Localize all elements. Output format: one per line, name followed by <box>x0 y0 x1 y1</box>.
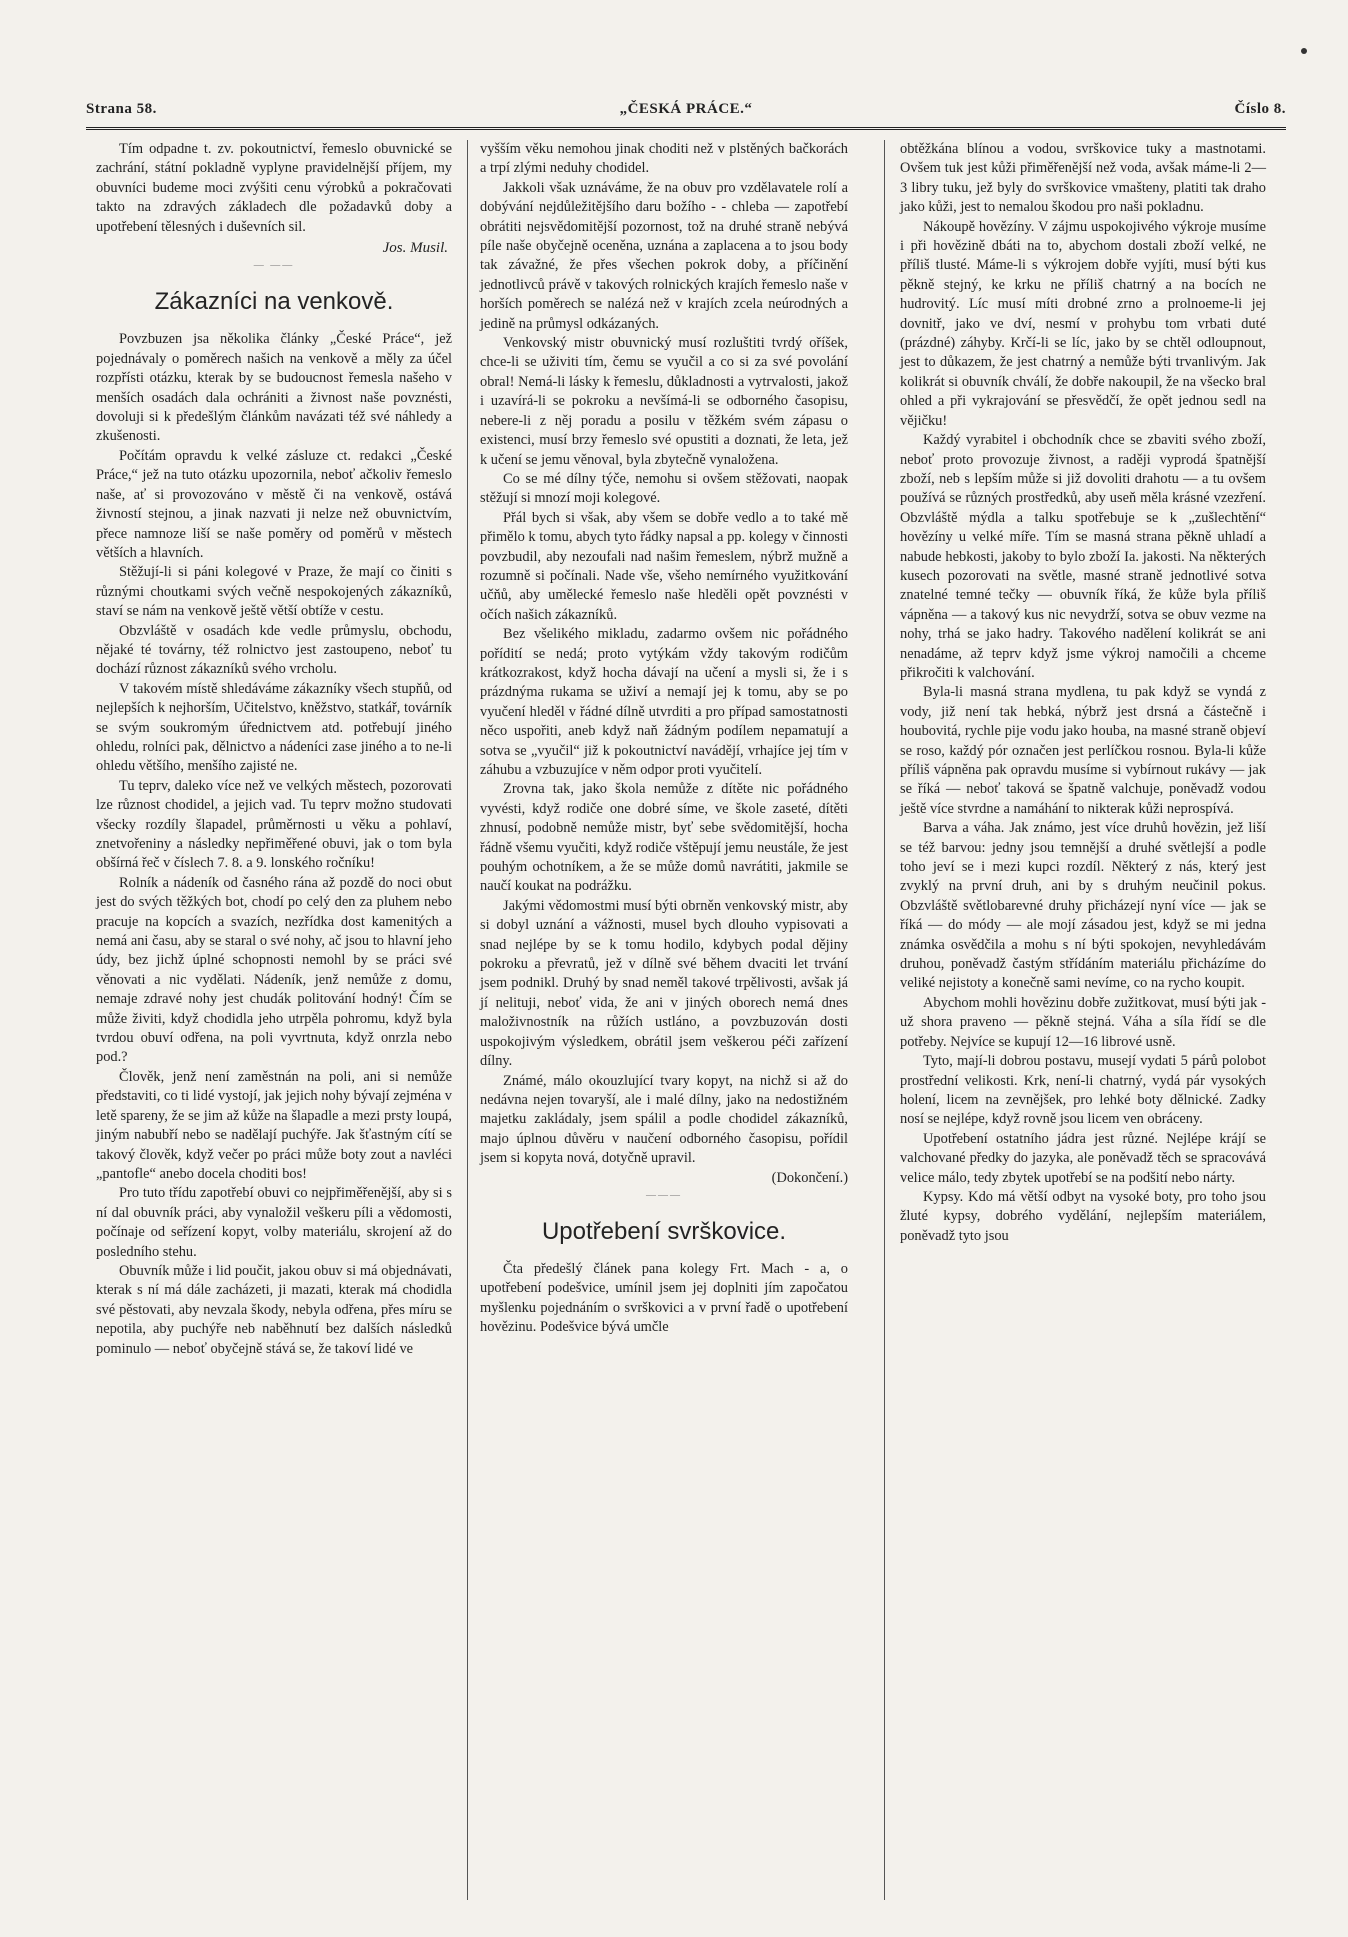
paragraph: V takovém místě shledáváme zákazníky všech stupňů, od nejlepších k nejhorším, Učitelstvo, kněžstvo, statkář, továrník se svým soukromým úřednictvem atd. potřebují jiného ohledu, rolníci pak, dělnictvo a nádeníci zase jiného a to ne-li ohledu většího, menšího zajisté ne. <box>96 680 452 775</box>
header-rule <box>86 127 1286 130</box>
section-separator: ——— <box>646 1189 682 1201</box>
continued-note: (Dokončení.) <box>771 1169 848 1186</box>
paragraph: Obzvláště v osadách kde vedle průmyslu, obchodu, nějaké té továrny, též rolnictvo jest zastoupeno, neboť tu dochází různost zákazníků svého vrcholu. <box>96 622 452 678</box>
page-number: Strana 58. <box>86 101 157 117</box>
paragraph: Nákoupě hovězíny. V zájmu uspokojivého výkroje musíme i při hovězině dbáti na to, abychom dostali zboží velké, ne příliš tlusté. Máme-li s výkrojem dobře vyjíti, musí býti kus pěkně stejný, ke krku ne příliš chatrný a na bocích ne hudrovitý. Líc musí míti drobné zrno a prolnoeme-li jej dovnitř, jako ve dví, nesmí v prohybu tom vrbati duté (prázdné) záhyby. Krčí-li se líc, jako by se chtěl odloupnout, jest to důkazem, že jest chatrný a nemůže býti trvanlivým. Jak kolikrát si obuvník chválí, že dobře nakoupil, že na všecko bral ohled a při vykrajování se přesvědčí, že opět jednou sedl na vějičku! <box>900 218 1266 429</box>
paragraph: vyšším věku nemohou jinak choditi než v plstěných bačkorách a trpí zlými neduhy chodidel. <box>480 141 848 177</box>
column-divider <box>467 140 468 1900</box>
paragraph: Barva a váha. Jak známo, jest více druhů hovězin, jež liší se též barvou: jedny jsou temnější a druhé světlejší a podle toho jeví se i mezi kupci rozdíl. Některý z nás, který jest zvyklý na první druh, ani by s druhým neučinil pokus. Obzvláště světlobarevné druhy přicházejí nyní více — jak se říká — do módy — ale mojí zásadou jest, když se mi jedna známka osvědčila a mohu s ní býti spokojen, nevyhledávám druhou, poněvadž častým střídáním materiálu přicházíme do veliké nejistoty a konečně sami nevíme, co na rycho koupit. <box>900 820 1266 992</box>
paragraph: Stěžují-li si páni kolegové v Praze, že mají co činiti s různými choutkami svých večně nespokojených zákazníků, staví se nám na venkově ještě větší obtíže v cestu. <box>96 564 452 620</box>
column-1 <box>96 140 452 1359</box>
paragraph: Čta předešlý článek pana kolegy Frt. Mach - a, o upotřebení podešvice, umínil jsem jej doplniti jím započatou myšlenku pojednáním o svrškovici a v první řadě o upotřebení hovězinu. Podešvice bývá umčle <box>480 1260 848 1336</box>
column-3 <box>900 140 1266 1246</box>
paragraph: Tyto, mají-li dobrou postavu, musejí vydati 5 párů polobot prostřední velikosti. Krk, není-li chatrný, vydá pár vysokých holení, licem na zevnějšek, pro lehké boty dělnické. Zadky nosí se nejlépe, když rovně jsou licem ven obráceny. <box>900 1053 1266 1128</box>
paragraph: Člověk, jenž není zaměstnán na poli, ani si nemůže představiti, co ti lidé vystojí, jak jejich nohy bývají zejména v letě spareny, že se jim až kůže na šlapadle a mezi prsty loupá, jiným nabubří nebo se nadělají puchýře. Jak šťastným cítí se takový člověk, když večer po práci může boty zout a navléci „pantofle“ anebo docela choditi bos! <box>96 1068 452 1182</box>
paragraph: Známé, málo okouzlující tvary kopyt, na nichž si až do nedávna nejen tovaryší, ale i malé dílny, jako na nedostižném majetku zakládaly, jsem spálil a podle chodidel zákazníků, majo úplnou důvěru v naučení odborného časopisu, pořídil jsem si kopyta nová, dotyčně upravil. <box>480 1072 848 1167</box>
column-divider <box>884 140 885 1900</box>
issue-number: Číslo 8. <box>1234 101 1286 117</box>
paragraph: Přál bych si však, aby všem se dobře vedlo a to také mě přimělo k tomu, abych tyto řádky napsal a pp. kolegy v činnosti povzbudil, aby nezoufali nad našim řemeslem, nýbrž mužně a rozumně si počínali. Nade vše, všeho nemírného využitkování učňů, aby umělecké řemeslo naše hleděli opět povznésti v očích našich zákazníků. <box>480 509 848 623</box>
paragraph: Tu teprv, daleko více než ve velkých městech, pozorovati lze různost chodidel, a jejich vad. Tu teprv možno studovati všecky rozdíly šlapadel, průměrnosti u věku a pohlaví, znetvořeniny a následky nepřiměřené obuvi, jak o tom byla obšírná řeč v číslech 7. 8. a 9. lonského ročníku! <box>96 777 452 872</box>
publication-title: „ČESKÁ PRÁCE.“ <box>619 101 753 117</box>
paragraph: Povzbuzen jsa několika články „České Práce“, jež pojednávaly o poměrech našich na venkově a měly za účel rozpřísti otázku, kterak by se budoucnost řemesla našeho v menších osadách dala ochrániti a živnost naše povznésti, dovoluji si k předešlým článkům navázati též své náhledy a zkušenosti. <box>96 331 452 445</box>
paragraph: Venkovský mistr obuvnický musí rozluštiti tvrdý oříšek, chce-li se uživiti tím, čemu se vyučil a co si za své povolání obral! Nemá-li lásky k řemeslu, důkladnosti a vytrvalosti, jakož i uzavírá-li se pokroku a nevšímá-li se odborného časopisu, nebere-li z něj poradu a posilu v těžkém svém zápasu o existenci, musí brzy řemeslo své opustiti a doznati, že leta, jež k učení se jemu věnoval, byla zbytečně vynaložena. <box>480 335 848 468</box>
page-header <box>86 101 1286 123</box>
paragraph: Bez všelikého mikladu, zadarmo ovšem nic pořádného pořídití se nedá; proto vytýkám vždy takovým rodičům krátkozrakost, když hocha dávají na učení a mysli si, že i s prázdnýma rukama se uživí a nemají jej k tomu, aby se po vyučení hleděl v řádné dílně utvrditi a pro případ samostatnosti něco uspořiti, aneb když naň žádným podílem nepamatují a sotva se „vyučil“ již k pokoutnictví navádějí, vrhajíce jej tím v záhubu a vzbuzujíce v něm odpor proti vyučitelí. <box>480 626 848 778</box>
paragraph: obtěžkána blínou a vodou, svrškovice tuky a mastnotami. Ovšem tuk jest kůži přiměřenější než voda, avšak máme-li 2—3 libry tuku, jež byly do svrškovice vmašteny, platiti tak draho jako kůži, jest to nemalou škodou pro naši pokladnu. <box>900 141 1266 216</box>
section-separator: — —— <box>253 260 295 272</box>
paragraph: Rolník a nádeník od časného rána až pozdě do noci obut jest do svých těžkých bot, chodí po celý den za pluhem nebo pracuje na kopcích a svazích, nezřídka dost kamenitých a nemá ani času, aby se staral o své nohy, ač jsou to hlavní jeho údy, bez jichž úplné schopnosti nemohl by se práci své věnovati a nic vydělati. Nádeník, jenž nemůže z domu, nemaje zdravé nohy jest chudák politování hodný! Čím se může živiti, když chodidla jeho utrpěla pohromu, když byla tvrdou obuví odřena, na poli vyvrtnuta, když onrzla nebo pod.? <box>96 874 452 1066</box>
column-2 <box>480 140 848 1338</box>
paragraph: Počítám opravdu k velké zásluze ct. redakci „České Práce,“ jež na tuto otázku upozornila, neboť ačkoliv řemeslo naše, ať si provozováno v městě či na venkově, ostává živností stejnou, a jinak nazvati ji nelze než obuvnictvím, přece namnoze liší se naše poměry od poměrů v městech větších a hlavních. <box>96 447 452 561</box>
paragraph: Jakkoli však uznáváme, že na obuv pro vzdělavatele rolí a dobývání nejdůležitějšího daru božího - - chleba — zapotřebí obrátiti nejsvědomitější pozornost, tož na druhé straně nebývá píle naše obyčejně oceněna, uznána a zaplacena a to jsou body tak závažné, že přes všechen pokrok doby, a příčinění jednotlivců právě v takových rolnických krajích řemeslo naše v horších poměrech se nalézá než v krajích zcela neúrodných a jedině na průmysl odkázaných. <box>480 179 848 332</box>
paragraph: Obuvník může i lid poučit, jakou obuv si má objednávati, kterak s ní má dále zacházeti, ji mazati, kterak má chodidla své pěstovati, aby nevzala škody, nebyla odřena, přes míru se nepotila, aby puchýře neb naběhnutí bez dalších následků pominulo — neboť obyčejně stává se, že takoví lidé ve <box>96 1262 452 1357</box>
paragraph: Byla-li masná strana mydlena, tu pak když se vyndá z vody, již není tak hebká, nýbrž jest drsná a částečně i houbovitá, rychle pije vodu jako houba, na masné straně objeví se roso, každý pór označen jest perlíčkou rosnou. Byla-li kůže příliš vápněna pak opravdu musíme si vybírnout rukávy — jak se říká — neboť taková se špatně valchuje, poněvadž vodou ještě více stvrdne a namáhání to nikterak kůži neprospívá. <box>900 684 1266 817</box>
paragraph: Co se mé dílny týče, nemohu si ovšem stěžovati, naopak stěžují si mnozí moji kolegové. <box>480 470 848 507</box>
paragraph: Jakými vědomostmi musí býti obrněn venkovský mistr, aby si dobyl uznání a vážnosti, musel bych dlouho vypisovati a snad nejlépe by se k tomu hodilo, kdybych podal dějiny pokroku a převratů, jež v dílně své během dvaciti let trvání jsem podnikl. Druhý by snad neměl takové trpělivosti, avšak já jí nelituji, neboť vida, že ani v jiných oborech nemá dnes maloživnostník na růžích ustláno, a povzbuzován dosti uspokojivým výsledkem, obrátil jsem veškerou péči zařízení dílny. <box>480 897 848 1070</box>
paragraph: Kypsy. Kdo má větší odbyt na vysoké boty, pro toho jsou žluté kypsy, dobrého vydělání, nejlepším materiálem, poněvadž tyto jsou <box>900 1188 1266 1244</box>
ink-speck <box>1301 48 1307 54</box>
paragraph: Pro tuto třídu zapotřebí obuvi co nejpřiměřenější, aby si s ní dal obuvník práci, aby vynaložil veškeru píli a vědomosti, počínaje od seřízení kopyt, volby materiálu, skrojení až do posledního stehu. <box>96 1185 452 1260</box>
article-title: Zákazníci na venkově. <box>154 288 394 316</box>
article-ending: Tím odpadne t. zv. pokoutnictví, řemeslo obuvnické se zachrání, státní pokladně vyplyne pravidelnější příjem, my obuvníci budeme moci zvýšiti cenu výrobků a pokračovati takto na zdravých základech dle požadavků doby a upotřebení tělesných i duševních sil. <box>96 141 452 235</box>
author-signature: Jos. Musil. <box>382 240 448 257</box>
paragraph: Upotřebení ostatního jádra jest různé. Nejlépe krájí se valchované předky do jazyka, ale poněvadž těch se spracovává velice málo, tedy zbytek upotřebí se na podšití nebo nárty. <box>900 1130 1266 1186</box>
article-title: Upotřebení svrškovice. <box>541 1217 787 1245</box>
paragraph: Zrovna tak, jako škola nemůže z dítěte nic pořádného vyvésti, když rodiče one dobré síme, ve škole zaseté, dítěti zhnusí, podobně nemůže mistr, byť sebe svědomitější, hocha řádně všemu vyučiti, když rodiče vštěpují jemu neustále, že jest pouhým ochotníkem, a že se může domů navrátiti, jakmile se naučí koukat na podrážku. <box>480 781 848 895</box>
paragraph: Abychom mohli hovězinu dobře zužitkovat, musí býti jak -už shora praveno — pěkně stejná. Váha a síla řídí se dle potřeby. Nejvíce se kupují 12—16 librové usně. <box>900 994 1266 1050</box>
paragraph: Každý vyrabitel i obchodník chce se zbaviti svého zboží, neboť proto provozuje živnost, a raději vyprodá špatnější zboží, neb s lepším může si již dovoliti drahotu — a tu ovšem používá se různých prostředků, aby useň měla krásné vzezření. Obzvláště mýdla a talku spotřebuje se k „zušlechtění“ hovězíny u velké míře. Tím se masná strana pěkně uhladí a nabude hebkosti, jakoby to bylo zboží Ia. jakosti. Na některých kusech pozorovati na světle, masné straně jednotlivé sotva znatelné temné tečky — obuvník říká, že kůže byla příliš vápněna — a takový kus nic nevydrží, sotva se obuv vezme na nohy, trhá se jako hadry. Takového nadělení kolikrát se ani nenadáme, až teprv když jsme výkroj namočili a chceme přikročiti k valchování. <box>900 432 1266 681</box>
